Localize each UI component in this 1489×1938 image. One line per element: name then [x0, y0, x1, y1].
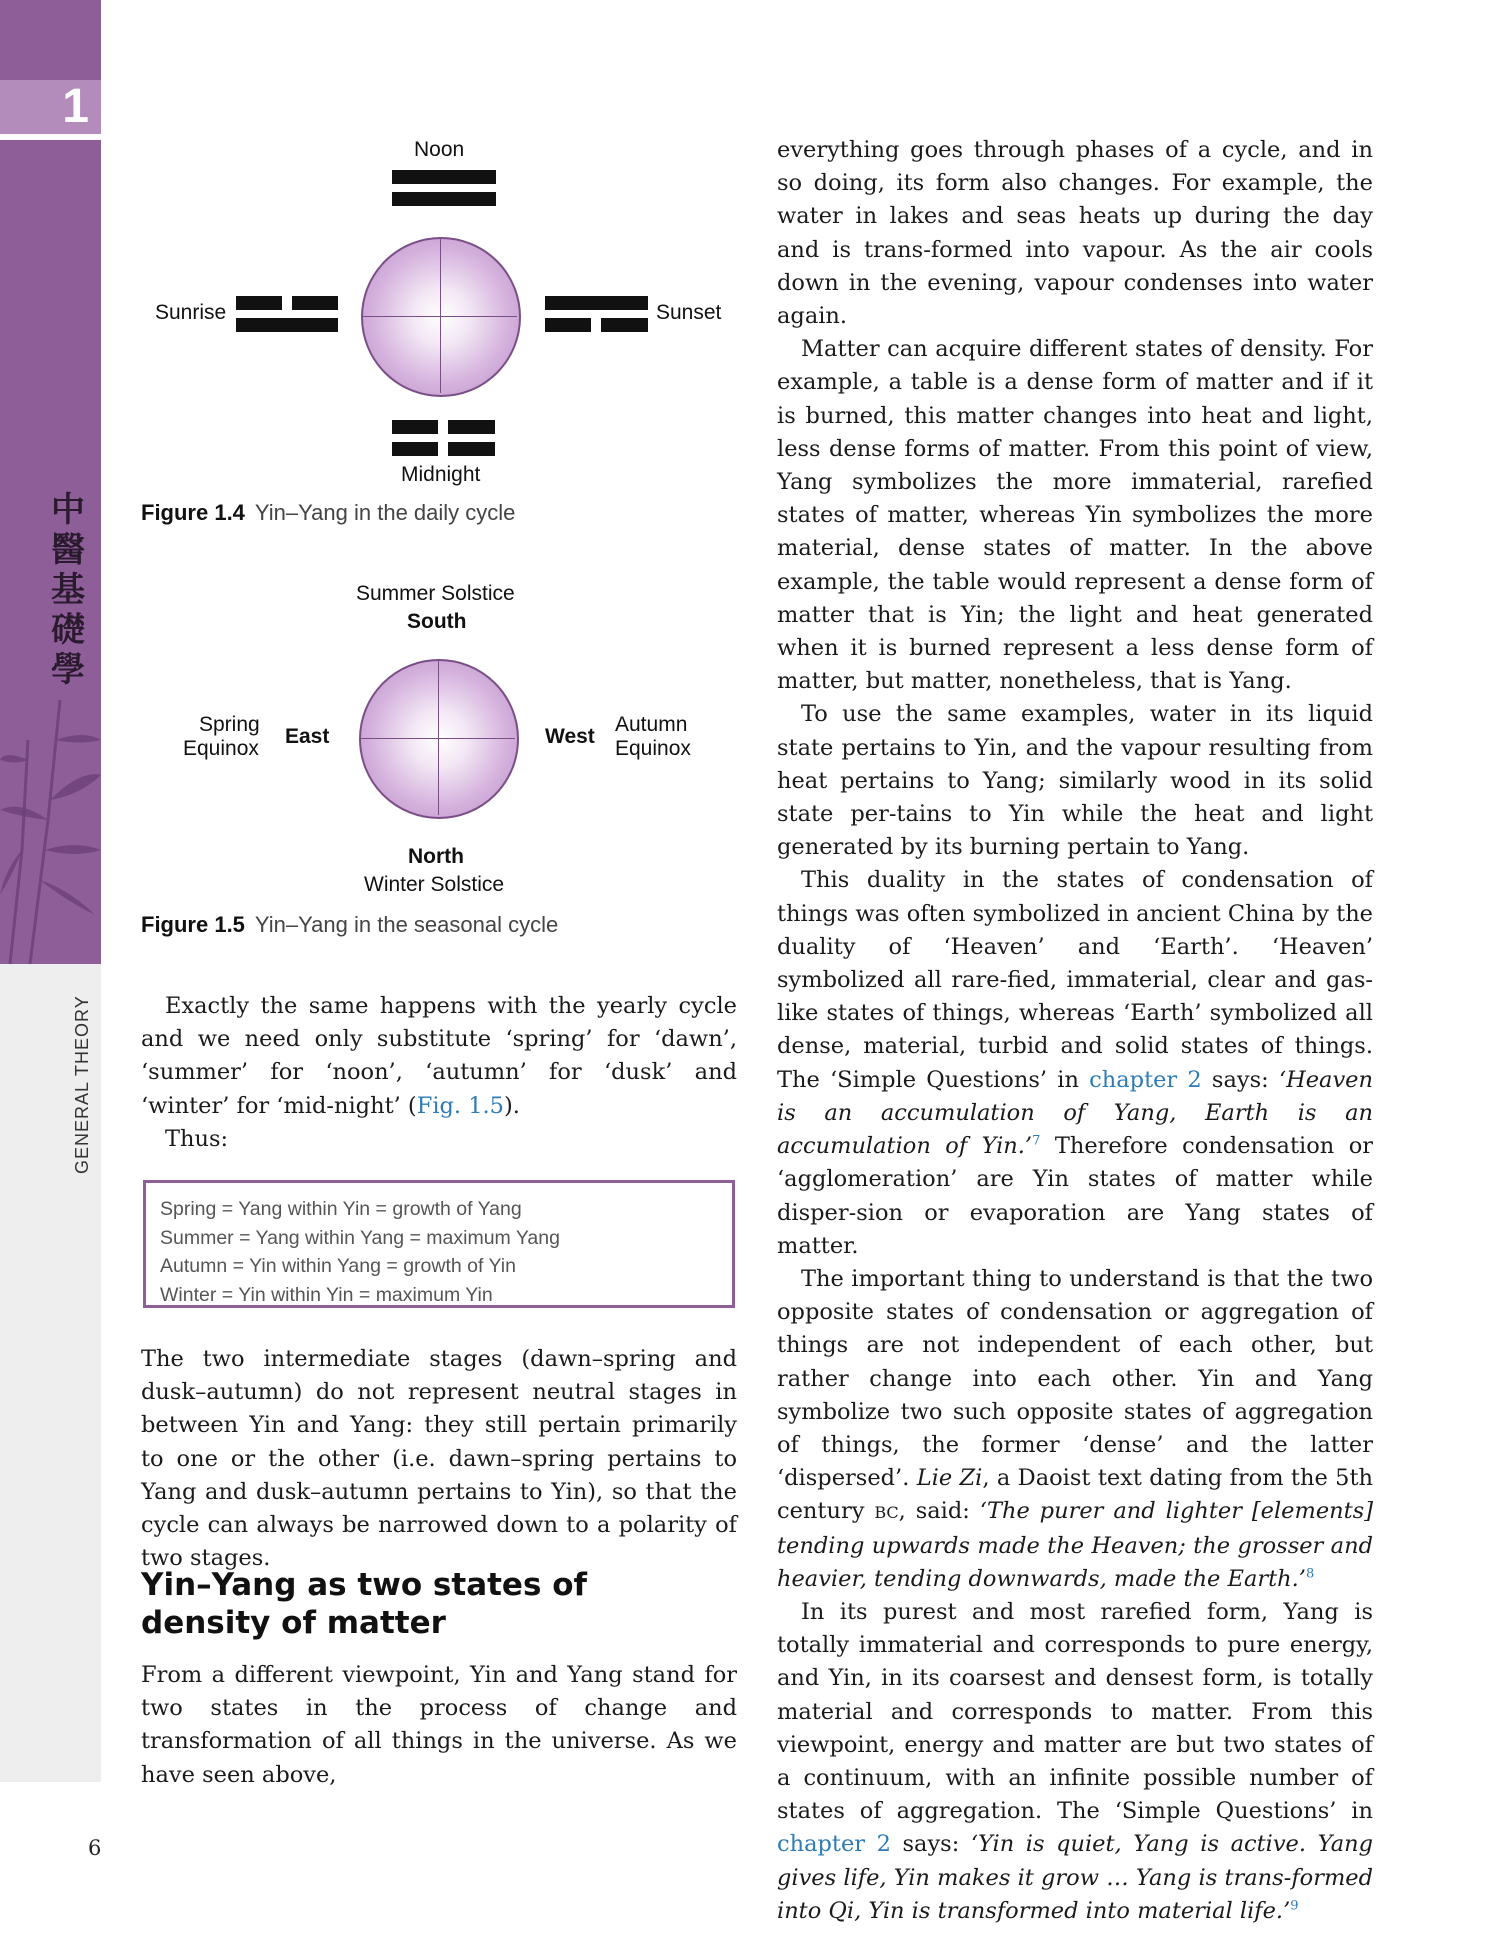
sunset-trigram-line — [545, 296, 648, 310]
midnight-trigram-line — [392, 442, 438, 456]
paragraph: Matter can acquire different states of density. For example, a table is a dense form of matter and if it is burned, this matter changes into heat and light, less dense forms of matter. From this point of view, Yang symbolizes the more immaterial, rarefied states of matter, whereas Yin symbolizes the more material, dense states of matter. In the above example, the table would represent a dense form of matter that is Yin; the light and heat generated when it is burned represent a less dense form of matter, but matter, nonetheless, that is Yang. — [777, 336, 1373, 695]
west-label: West — [545, 725, 595, 748]
margin-band — [0, 140, 101, 964]
paragraph — [141, 990, 737, 1123]
text: Therefore condensation or ‘agglomeration’ are Yin states of matter while disper-sion or evaporation are Yang states of matter. — [777, 1133, 1374, 1259]
heading-line: Yin–Yang as two states of — [141, 1567, 587, 1603]
sunset-label: Sunset — [656, 301, 722, 324]
north-label: North — [408, 845, 464, 868]
era-abbrev: BC — [874, 1503, 899, 1523]
seasonal-cycle-circle — [359, 659, 519, 819]
chinese-title-text: 中醫基礎學 — [51, 490, 85, 690]
section-heading — [141, 1566, 737, 1642]
sunset-trigram-line — [545, 318, 591, 332]
midnight-trigram-line — [448, 442, 495, 456]
paragraph: From a different viewpoint, Yin and Yang stand for two states in the process of change and transformation of all things in the universe. As we have seen above, — [141, 1662, 737, 1788]
caption-text: Yin–Yang in the daily cycle — [254, 500, 516, 525]
margin-band-top — [0, 0, 101, 80]
sunrise-trigram-line — [236, 318, 338, 332]
left-column-final — [141, 1659, 737, 1792]
box-line: Autumn = Yin within Yang = growth of Yin — [160, 1255, 516, 1277]
section-label: GENERAL THEORY — [72, 995, 92, 1174]
south-label: South — [407, 610, 467, 633]
text: Exactly the same happens with the yearly cycle and we need only substitute ‘spring’ for ‘dawn’, ‘summer’ for ‘noon’, ‘autumn’ for ‘dusk’ and ‘winter’ for ‘mid-night’ ( — [141, 993, 737, 1119]
spring-label: Spring — [199, 713, 260, 736]
paragraph: The two intermediate stages (dawn–spring and dusk–autumn) do not represent neutral stages in between Yin and Yang: they still pertain primarily to one or the other (i.e. dawn–spring pertains to Yang and dusk–autumn pertains to Yin), so that the cycle can always be narrowed down to a polarity of two stages. — [141, 1346, 737, 1572]
right-column — [777, 134, 1373, 1928]
quote: ‘The purer and lighter [elements] tending upwards made the Heaven; the grosser and heavier, tending downwards, made the Earth.’ — [777, 1498, 1374, 1592]
paragraph — [777, 864, 1373, 1262]
chapter-link[interactable]: chapter 2 — [777, 1831, 891, 1858]
text: , a Daoist text dating from the 5th century — [777, 1465, 1373, 1525]
chapter-number-tab: 1 — [0, 80, 101, 134]
text: says: — [890, 1831, 971, 1858]
heading-line: density of matter — [141, 1605, 446, 1641]
text: This duality in the states of condensation of things was often symbolized in ancient China by the duality of ‘Heaven’ and ‘Earth’. ‘Heaven’ symbolized all rare-fied, immaterial, clear and gas-like states of things, whereas ‘Earth’ symbolized all dense, material, turbid and solid states of things. The ‘Simple Questions’ in — [777, 867, 1373, 1093]
box-line: Summer = Yang within Yang = maximum Yang — [160, 1226, 560, 1249]
bamboo-decoration — [0, 700, 101, 964]
figure-1-5-caption — [141, 912, 558, 938]
left-column-intro — [141, 990, 737, 1156]
text: ). — [504, 1092, 520, 1119]
midnight-trigram-line — [448, 420, 495, 434]
midnight-trigram-line — [392, 420, 438, 434]
circle-vertical-axis — [438, 661, 439, 815]
paragraph: To use the same examples, water in its liquid state pertains to Yin, and the vapour resulting from heat pertains to Yang; similarly wood in its solid state per-tains to Yin while the heat and light generated by its burning pertain to Yang. — [777, 701, 1373, 861]
winter-solstice-label: Winter Solstice — [364, 873, 505, 896]
midnight-label: Midnight — [401, 463, 481, 486]
footnote-ref[interactable]: 9 — [1290, 1898, 1299, 1914]
paragraph — [777, 1263, 1373, 1596]
paragraph: Thus: — [165, 1125, 229, 1152]
sunrise-label: Sunrise — [155, 301, 227, 324]
text: , said: — [898, 1498, 980, 1525]
circle-vertical-axis — [440, 239, 441, 393]
left-column-body — [141, 1343, 737, 1575]
sunrise-trigram-line — [292, 296, 338, 310]
page-number: 6 — [88, 1836, 102, 1860]
figure-link[interactable]: Fig. 1.5 — [416, 1092, 505, 1119]
noon-trigram-line — [392, 192, 496, 206]
seasons-summary-box — [143, 1180, 735, 1308]
text: In its purest and most rarefied form, Yang is totally immaterial and corresponds to pure energy, and Yin, in its coarsest and densest form, is totally material and corresponds to matter. From this viewpoint, energy and matter are but two states of a continuum, with an infinite possible number of states of aggregation. The ‘Simple Questions’ in — [777, 1598, 1373, 1825]
box-line: Winter = Yin within Yin = maximum Yin — [160, 1283, 493, 1306]
summer-solstice-label: Summer Solstice — [356, 582, 515, 605]
quote: ‘Yin is quiet, Yang is active. Yang gives life, Yin makes it grow … Yang is trans-formed into Qi, Yin is transformed into material life.’ — [777, 1831, 1373, 1924]
sunrise-trigram-line — [236, 296, 282, 310]
chapter-link[interactable]: chapter 2 — [1089, 1066, 1202, 1093]
paragraph: everything goes through phases of a cycle, and in so doing, its form also changes. For example, the water in lakes and seas heats up during the day and is trans-formed into vapour. As the air cools down in the evening, vapour condenses into water again. — [777, 137, 1373, 330]
daily-cycle-circle — [361, 237, 521, 397]
box-line: Spring = Yang within Yin = growth of Yang — [160, 1198, 522, 1220]
text: The important thing to understand is that the two opposite states of condensation or aggregation of things are not independent of each other, but rather change into each other. Yin and Yang symbolize two such opposite states of aggregation of things, the former ‘dense’ and the latter ‘dispersed’. — [777, 1265, 1373, 1492]
paragraph — [777, 1596, 1373, 1928]
noon-trigram-line — [392, 170, 496, 184]
figure-number: Figure 1.4 — [141, 500, 245, 525]
chinese-title — [48, 490, 88, 690]
sunset-trigram-line — [601, 318, 648, 332]
noon-label: Noon — [414, 138, 465, 161]
figure-number: Figure 1.5 — [141, 912, 245, 937]
autumn-label: Autumn — [615, 713, 688, 736]
quote: ‘Heaven is an accumulation of Yang, Earth is an accumulation of Yin.’ — [777, 1066, 1373, 1160]
footnote-ref[interactable]: 8 — [1305, 1566, 1315, 1582]
figure-1-4-caption — [141, 500, 515, 526]
text: says: — [1201, 1066, 1279, 1093]
equinox-label-right: Equinox — [615, 737, 691, 760]
caption-text: Yin–Yang in the seasonal cycle — [254, 912, 559, 937]
equinox-label-left: Equinox — [183, 737, 259, 760]
book-title: Lie Zi — [916, 1465, 983, 1492]
east-label: East — [285, 725, 330, 748]
footnote-ref[interactable]: 7 — [1032, 1133, 1041, 1149]
